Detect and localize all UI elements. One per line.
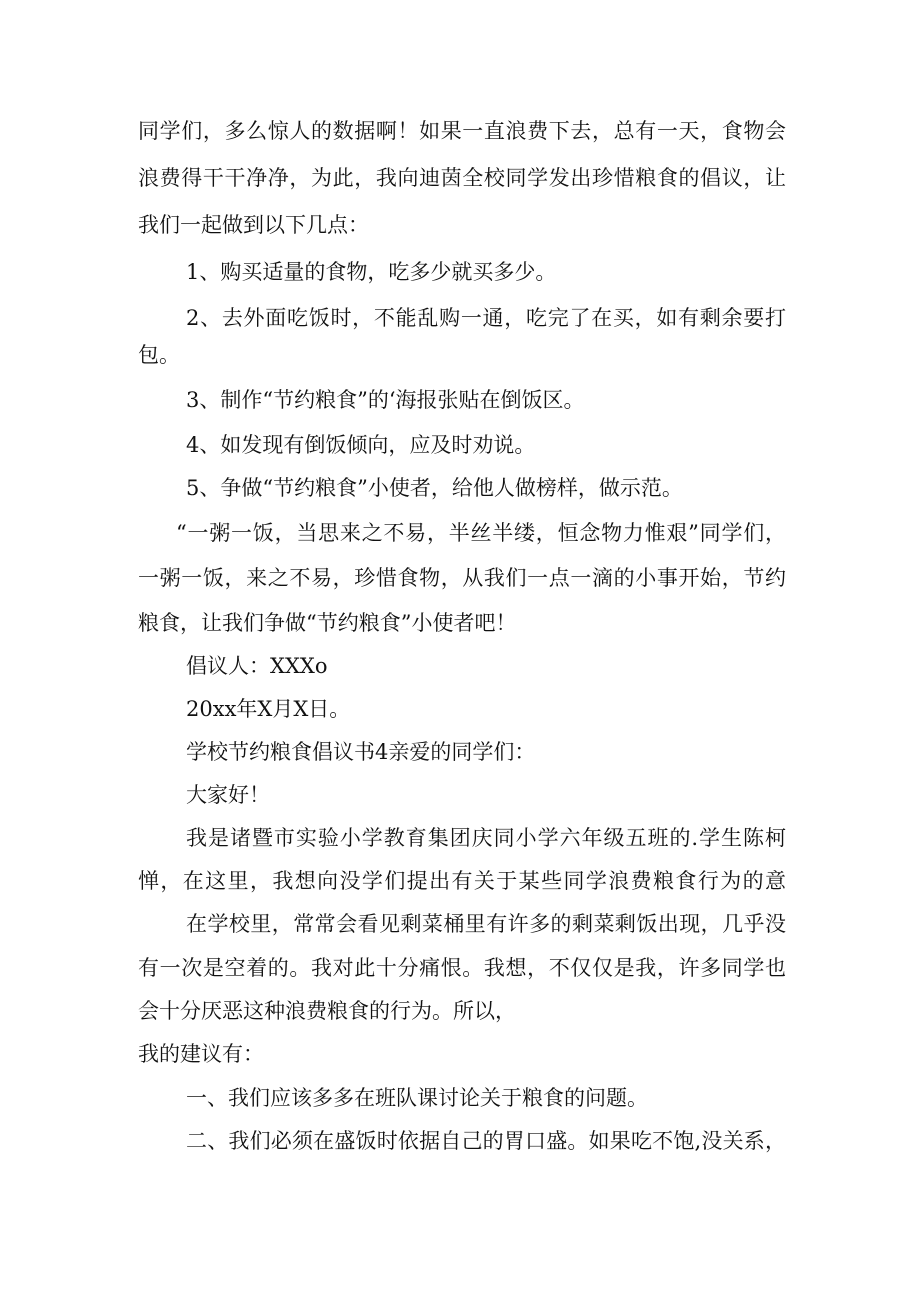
section-title: 学校节约粮食倡议书4亲爱的同学们： bbox=[186, 740, 536, 764]
paragraph-line: 在学校里，常常会看见剩菜桶里有许多的剩菜剩饭出现，几乎没 bbox=[186, 912, 786, 936]
paragraph-line: 同学们，多么惊人的数据啊！如果一直浪费下去，总有一天，食物会 bbox=[138, 119, 786, 143]
paragraph-line: 包。 bbox=[138, 343, 180, 367]
list-item: 2、去外面吃饭时，不能乱购一通，吃完了在买，如有剩余要打 bbox=[186, 306, 786, 330]
paragraph-line: 我们一起做到以下几点： bbox=[138, 213, 369, 237]
greeting-line: 大家好！ bbox=[186, 783, 270, 807]
list-item: 5、争做“节约粮食”小使者，给他人做榜样，做示范。 bbox=[186, 476, 683, 500]
paragraph-line: 惮，在这里，我想向没学们提出有关于某些同学浪费粮食行为的意 bbox=[138, 869, 786, 893]
paragraph-line: 我的建议有： bbox=[138, 1042, 264, 1066]
paragraph-line: 我是诸暨市实验小学教育集团庆同小学六年级五班的.学生陈柯 bbox=[186, 826, 786, 850]
list-item: 4、如发现有倒饭倾向，应及时劝说。 bbox=[186, 433, 536, 457]
list-item: 一、我们应该多多在班队课讨论关于粮食的问题。 bbox=[186, 1086, 648, 1110]
paragraph-line: “一粥一饭，当思来之不易，半丝半缕，恒念物力惟艰”同学们， bbox=[176, 521, 786, 545]
paragraph-line: 粮食，让我们争做“节约粮食”小使者吧！ bbox=[138, 611, 517, 635]
list-item: 1、购买适量的食物，吃多少就买多少。 bbox=[186, 260, 557, 284]
signature-line: 倡议人：XXXo bbox=[186, 654, 328, 678]
list-item: 二、我们必须在盛饭时依据自己的胃口盛。如果吃不饱,没关系， bbox=[186, 1129, 786, 1153]
paragraph-line: 会十分厌恶这种浪费粮食的行为。所以， bbox=[138, 999, 516, 1023]
paragraph-line: 一粥一饭，来之不易，珍惜食物，从我们一点一滴的小事开始，节约 bbox=[138, 566, 786, 590]
paragraph-line: 有一次是空着的。我对此十分痛恨。我想，不仅仅是我，许多同学也 bbox=[138, 956, 786, 980]
date-line: 20xx年X月X日。 bbox=[186, 697, 351, 721]
paragraph-line: 浪费得干干净净，为此，我向迪茵全校同学发出珍惜粮食的倡议，让 bbox=[138, 166, 786, 190]
list-item: 3、制作“节约粮食”的‘海报张贴在倒饭区。 bbox=[186, 388, 585, 412]
